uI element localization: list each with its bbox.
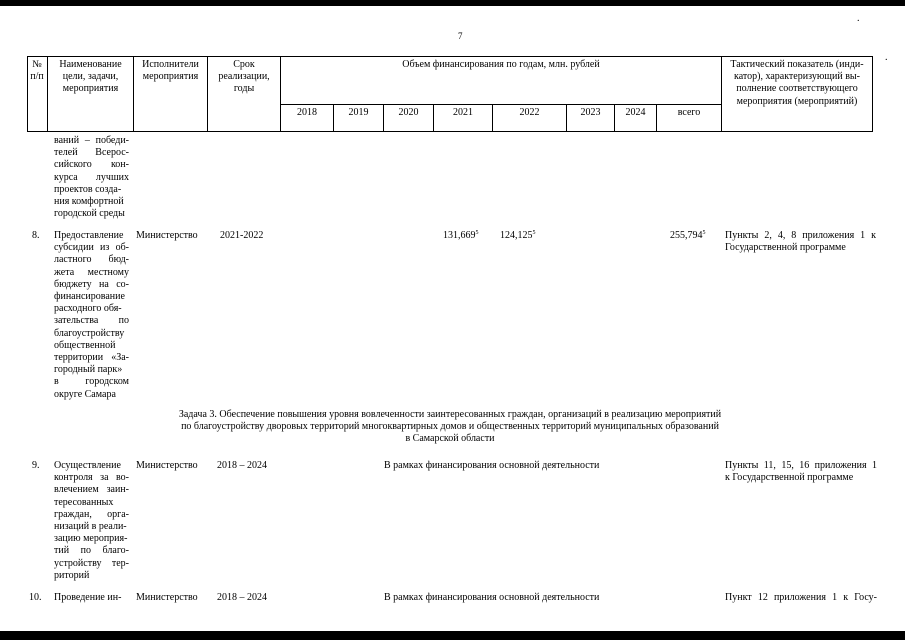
- row-number: 10.: [29, 592, 42, 603]
- row-indicator: Пункт 12 приложения 1 к Госу-: [725, 592, 877, 603]
- row-executor: Министерство: [136, 230, 198, 241]
- row-funding-note: В рамках финансирования основной деятельности: [384, 460, 600, 471]
- row-term: 2018 – 2024: [217, 592, 267, 603]
- header-year: 2024: [625, 107, 646, 118]
- task-heading: Задача 3. Обеспечение повышения уровня вовлеченности заинтересованных граждан, организаций в реализацию мероприятий по благоустройству дворовых территорий многоквартирных домов и общественных территорий муниципальных образований в Самарской области: [178, 409, 722, 445]
- row-term: 2018 – 2024: [217, 460, 267, 471]
- value-2021: 131,669$^5$: [443, 230, 479, 241]
- row-executor: Министерство: [136, 460, 198, 471]
- value-2022: 124,125$^5$: [500, 230, 536, 241]
- row-executor: Министерство: [136, 592, 198, 603]
- header-funding-title: Объем финансирования по годам, млн. рублей: [402, 59, 600, 70]
- row-term: 2021-2022: [220, 230, 264, 241]
- row-name: Предоставление субсидии из об- ластного бюд- жета местному бюджету на со- финансирование расходного обя- зательства по благоустройству общественной территории «За- городный парк» в городском округе Самара: [54, 230, 129, 400]
- bottom-scan-border: [0, 631, 905, 640]
- row-name: Осуществление контроля за во- влечением заин- тересованных граждан, орга- низаций в реали- зацию мероприя- тий по благо- устройству тер- риторий: [54, 460, 129, 581]
- value-total: 255,794$^5$: [670, 230, 706, 241]
- header-year: 2019: [348, 107, 369, 118]
- row-indicator: Пункты 2, 4, 8 приложения 1 к Государственной программе: [725, 230, 876, 254]
- header-num: № п/п: [30, 59, 44, 83]
- scan-speck: .: [885, 52, 888, 63]
- page-number: 7: [458, 31, 463, 41]
- header-indicator: Тактический показатель (инди- катор), характеризующий вы- полнение соответствующего мероприятия (мероприятий): [730, 59, 864, 107]
- header-term: Срок реализации, годы: [218, 59, 270, 95]
- row-number: 9.: [32, 460, 40, 471]
- row-number: 8.: [32, 230, 40, 241]
- header-name: Наименование цели, задачи, мероприятия: [59, 59, 122, 95]
- row-funding-note: В рамках финансирования основной деятельности: [384, 592, 600, 603]
- row-name: Проведение ин-: [54, 592, 122, 603]
- scan-speck: .: [857, 13, 860, 24]
- header-year: 2018: [297, 107, 317, 118]
- row-indicator: Пункты 11, 15, 16 приложения 1 к Государственной программе: [725, 460, 877, 484]
- continued-name-text: ваний – победи- телей Всерос- сийского кон- курса лучших проектов созда- ния комфортной городской среды: [54, 135, 129, 220]
- header-year: 2020: [398, 107, 419, 118]
- header-year: 2023: [580, 107, 601, 118]
- header-executors: Исполнители мероприятия: [142, 59, 199, 83]
- header-year: 2021: [453, 107, 473, 118]
- header-year: 2022: [519, 107, 540, 118]
- top-scan-border: [0, 0, 905, 6]
- header-total: всего: [677, 107, 701, 118]
